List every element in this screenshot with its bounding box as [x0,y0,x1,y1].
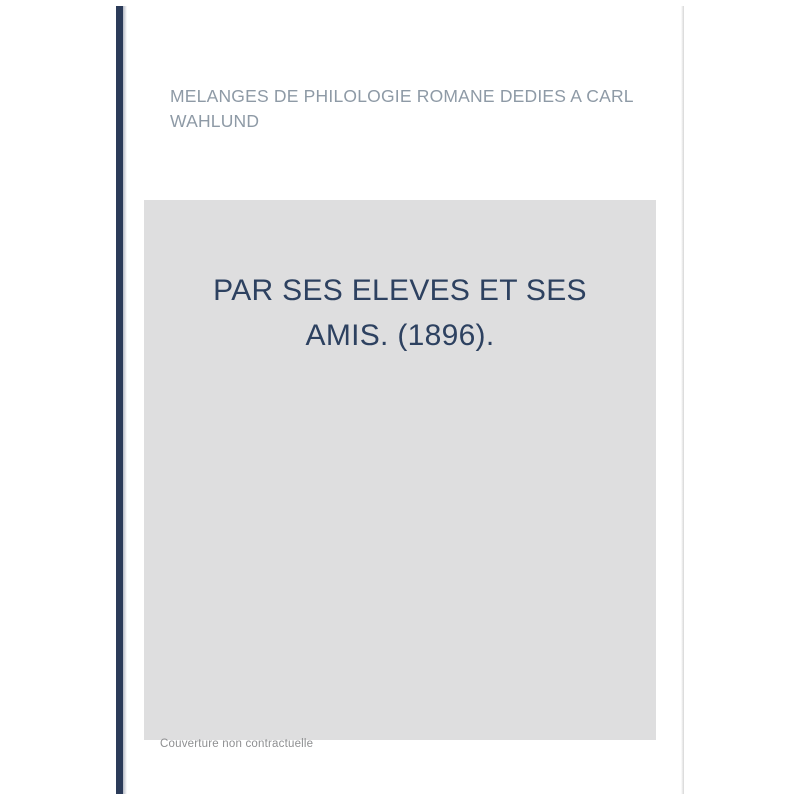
book-cover [116,6,684,794]
book-spine-shadow [123,6,127,794]
cover-main-title: PAR SES ELEVES ET SES AMIS. (1896). [213,274,587,352]
cover-art-panel [144,200,656,740]
cover-disclaimer-note: Couverture non contractuelle [160,738,314,750]
cover-header-title: MELANGES DE PHILOLOGIE ROMANE DEDIES A CARL WAHLUND [170,86,634,131]
cover-right-edge [681,6,684,794]
book-spine [116,6,123,794]
